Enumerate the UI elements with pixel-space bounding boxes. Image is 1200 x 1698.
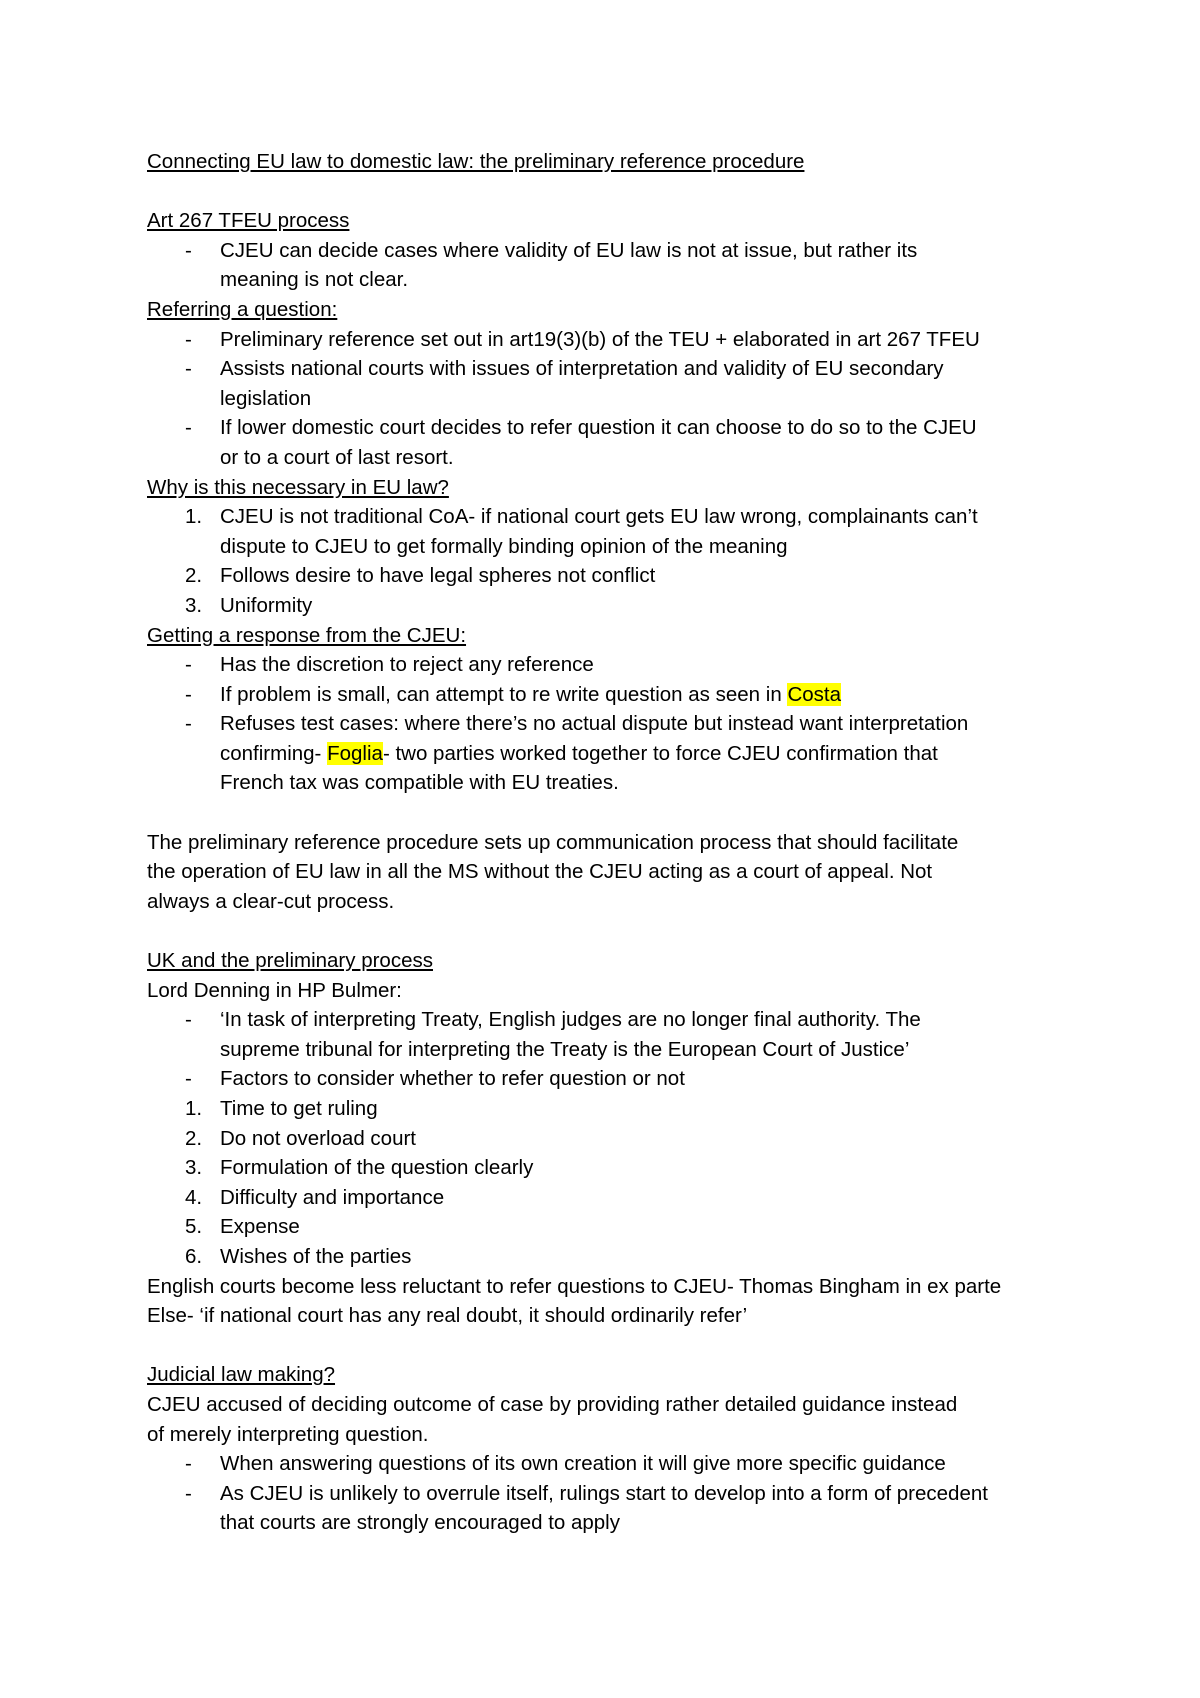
dash-marker: - (185, 1452, 192, 1476)
numbered-item (147, 1183, 1077, 1213)
numbered-text: CJEU is not traditional CoA- if national court gets EU law wrong, complainants can’t dispute to CJEU to get formally binding opinion of the meaning (220, 505, 978, 558)
bullet-item (147, 1479, 1077, 1538)
bullet-text: If lower domestic court decides to refer question it can choose to do so to the CJEU or to a court of last resort. (220, 416, 977, 469)
bullet-text (220, 680, 990, 710)
number-marker: 1. (185, 505, 203, 529)
number-marker: 3. (185, 593, 203, 617)
bullet-item (147, 1449, 1077, 1479)
number-marker: 1. (185, 1097, 203, 1120)
uk-line-else: Else- ‘if national court has any real doubt, it should ordinarily refer’ (147, 1304, 748, 1328)
numbered-text: Do not overload court (220, 1126, 417, 1150)
dash-marker: - (185, 327, 192, 351)
bullet-item (147, 709, 1077, 798)
bullet-item (147, 650, 1077, 680)
dash-marker: - (185, 1008, 192, 1032)
numbered-item (147, 561, 1077, 591)
highlighted-case-foglia: Foglia (327, 741, 383, 765)
bullet-text-part: Refuses test cases: where there’s no actual dispute but instead want interpretation confirming- (220, 712, 969, 765)
dash-marker: - (185, 1481, 192, 1505)
bullet-text: Has the discretion to reject any reference (220, 653, 594, 677)
dash-marker: - (185, 238, 192, 262)
heading-why: Why is this necessary in EU law? (147, 475, 449, 499)
summary-paragraph: The preliminary reference procedure sets up communication process that should facilitate the operation of EU law in all the MS without the CJEU acting as a court of appeal. Not always a clear-cut process. (147, 830, 959, 913)
numbered-item (147, 1212, 1077, 1242)
document-title: Connecting EU law to domestic law: the preliminary reference procedure (147, 150, 805, 173)
number-marker: 2. (185, 1126, 203, 1150)
numbered-item (147, 1153, 1077, 1183)
dash-marker: - (185, 416, 192, 440)
bullet-item (147, 325, 1077, 355)
heading-response: Getting a response from the CJEU: (147, 623, 467, 647)
uk-intro: Lord Denning in HP Bulmer: (147, 978, 402, 1002)
numbered-item (147, 1094, 1077, 1124)
bullet-text: When answering questions of its own creation it will give more specific guidance (220, 1452, 946, 1476)
numbered-text: Expense (220, 1215, 300, 1239)
blank-line (147, 916, 1077, 946)
numbered-text: Follows desire to have legal spheres not conflict (220, 564, 656, 588)
dash-marker: - (185, 653, 192, 677)
dash-marker: - (185, 712, 192, 736)
dash-marker: - (185, 682, 192, 706)
numbered-text: Wishes of the parties (220, 1244, 412, 1268)
highlighted-case-costa: Costa (787, 682, 841, 706)
numbered-item (147, 502, 1077, 561)
numbered-item (147, 1124, 1077, 1154)
bullet-item (147, 354, 1077, 413)
bullet-text: Assists national courts with issues of interpretation and validity of EU secondary legislation (220, 357, 944, 410)
number-marker: 3. (185, 1156, 203, 1180)
blank-line (147, 177, 1077, 207)
numbered-text: Uniformity (220, 593, 313, 617)
numbered-item (147, 1242, 1077, 1272)
bullet-text (220, 709, 990, 798)
heading-art267: Art 267 TFEU process (147, 209, 350, 233)
bullet-text-part: - two parties worked together to force CJEU confirmation that French tax was compatible with EU treaties. (220, 741, 938, 795)
bullet-text: Factors to consider whether to refer question or not (220, 1067, 685, 1091)
blank-line (147, 1331, 1077, 1361)
bullet-item (147, 1064, 1077, 1094)
bullet-text: CJEU can decide cases where validity of EU law is not at issue, but rather its meaning is not clear. (220, 238, 918, 292)
uk-line-bingham: English courts become less reluctant to refer questions to CJEU- Thomas Bingham in ex parte (147, 1274, 1002, 1298)
dash-marker: - (185, 1067, 192, 1091)
judicial-intro: CJEU accused of deciding outcome of case by providing rather detailed guidance instead of merely interpreting question. (147, 1392, 958, 1446)
bullet-text: As CJEU is unlikely to overrule itself, rulings start to develop into a form of precedent that courts are strongly encouraged to apply (220, 1481, 988, 1535)
numbered-text: Difficulty and importance (220, 1185, 445, 1209)
number-marker: 2. (185, 564, 203, 588)
number-marker: 4. (185, 1185, 203, 1209)
bullet-item (147, 413, 1077, 472)
heading-uk: UK and the preliminary process (147, 949, 433, 973)
bullet-item (147, 680, 1077, 710)
document-page (147, 147, 1077, 1538)
heading-judicial: Judicial law making? (147, 1363, 336, 1387)
dash-marker: - (185, 357, 192, 381)
number-marker: 6. (185, 1244, 203, 1268)
numbered-text: Formulation of the question clearly (220, 1156, 534, 1180)
blank-line (147, 798, 1077, 828)
numbered-text: Time to get ruling (220, 1097, 378, 1120)
heading-referring: Referring a question: (147, 297, 338, 321)
bullet-item (147, 1005, 1077, 1064)
bullet-text: ‘In task of interpreting Treaty, English judges are no longer final authority. The supreme tribunal for interpreting the Treaty is the European Court of Justice’ (220, 1008, 921, 1061)
number-marker: 5. (185, 1215, 203, 1239)
bullet-item (147, 236, 1077, 295)
bullet-text-part: If problem is small, can attempt to re write question as seen in (220, 682, 788, 706)
numbered-item (147, 591, 1077, 621)
bullet-text: Preliminary reference set out in art19(3)(b) of the TEU + elaborated in art 267 TFEU (220, 327, 980, 351)
